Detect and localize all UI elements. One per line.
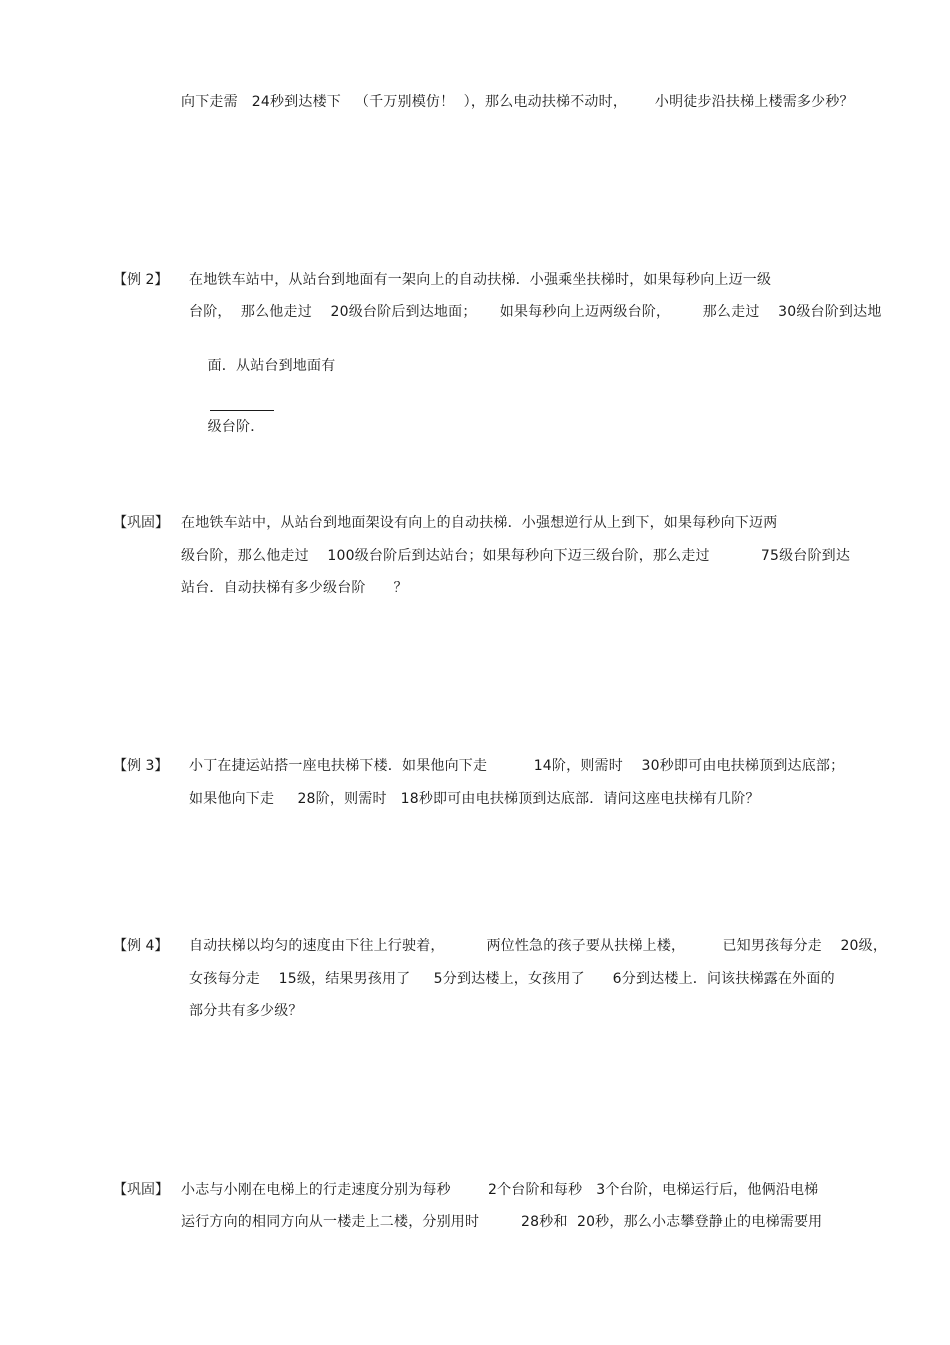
problem-tag: 【巩固】 bbox=[113, 1182, 169, 1198]
problem-line: 部分共有多少级？ bbox=[189, 1003, 303, 1019]
problem-line: 站台．自动扶梯有多少级台阶 ？ bbox=[181, 580, 408, 596]
problem-tag: 【例 3】 bbox=[113, 758, 169, 774]
answer-blank[interactable] bbox=[210, 396, 274, 411]
problem-line: 小丁在捷运站搭一座电扶梯下楼．如果他向下走 14阶，则需时 30秒即可由电扶梯顶到达底部； bbox=[189, 758, 845, 774]
problem-line: 小志与小刚在电梯上的行走速度分别为每秒 2个台阶和每秒 3个台阶，电梯运行后，他俩沿电梯 bbox=[181, 1182, 819, 1198]
problem-text: 级台阶． bbox=[207, 419, 265, 435]
problem-line: 自动扶梯以均匀的速度由下往上行驶着， 两位性急的孩子要从扶梯上楼， 已知男孩每分走 20级， bbox=[189, 938, 888, 954]
problem-line: 级台阶，那么他走过 100级台阶后到达站台；如果每秒向下迈三级台阶，那么走过 75级台阶到达 bbox=[181, 548, 851, 564]
problem-line: 运行方向的相同方向从一楼走上二楼，分别用时 28秒和 20秒，那么小志攀登静止的电梯需要用 bbox=[181, 1214, 823, 1230]
problem-text: 面．从站台到地面有 bbox=[207, 358, 336, 374]
problem-tag: 【巩固】 bbox=[113, 515, 169, 531]
problem-tag: 【例 2】 bbox=[113, 272, 169, 288]
problem-line: 在地铁车站中，从站台到地面有一架向上的自动扶梯．小强乘坐扶梯时，如果每秒向上迈一级 bbox=[189, 272, 772, 288]
problem-line: 女孩每分走 15级，结果男孩用了 5分到达楼上，女孩用了 6分到达楼上．问该扶梯露在外面的 bbox=[189, 971, 835, 987]
problem-line: 如果他向下走 28阶，则需时 18秒即可由电扶梯顶到达底部．请问这座电扶梯有几阶？ bbox=[189, 791, 760, 807]
problem-line: 在地铁车站中，从站台到地面架设有向上的自动扶梯．小强想逆行从上到下，如果每秒向下迈两 bbox=[181, 515, 778, 531]
intro-line: 向下走需 24秒到达楼下 （千万别模仿！ ），那么电动扶梯不动时， 小明徒步沿扶梯上楼需多少秒？ bbox=[181, 94, 854, 110]
problem-tag: 【例 4】 bbox=[113, 938, 169, 954]
problem-line: 台阶， 那么他走过 20级台阶后到达地面； 如果每秒向上迈两级台阶， 那么走过 30级台阶到达地 bbox=[189, 304, 882, 320]
problem-line-with-blank bbox=[189, 336, 335, 457]
